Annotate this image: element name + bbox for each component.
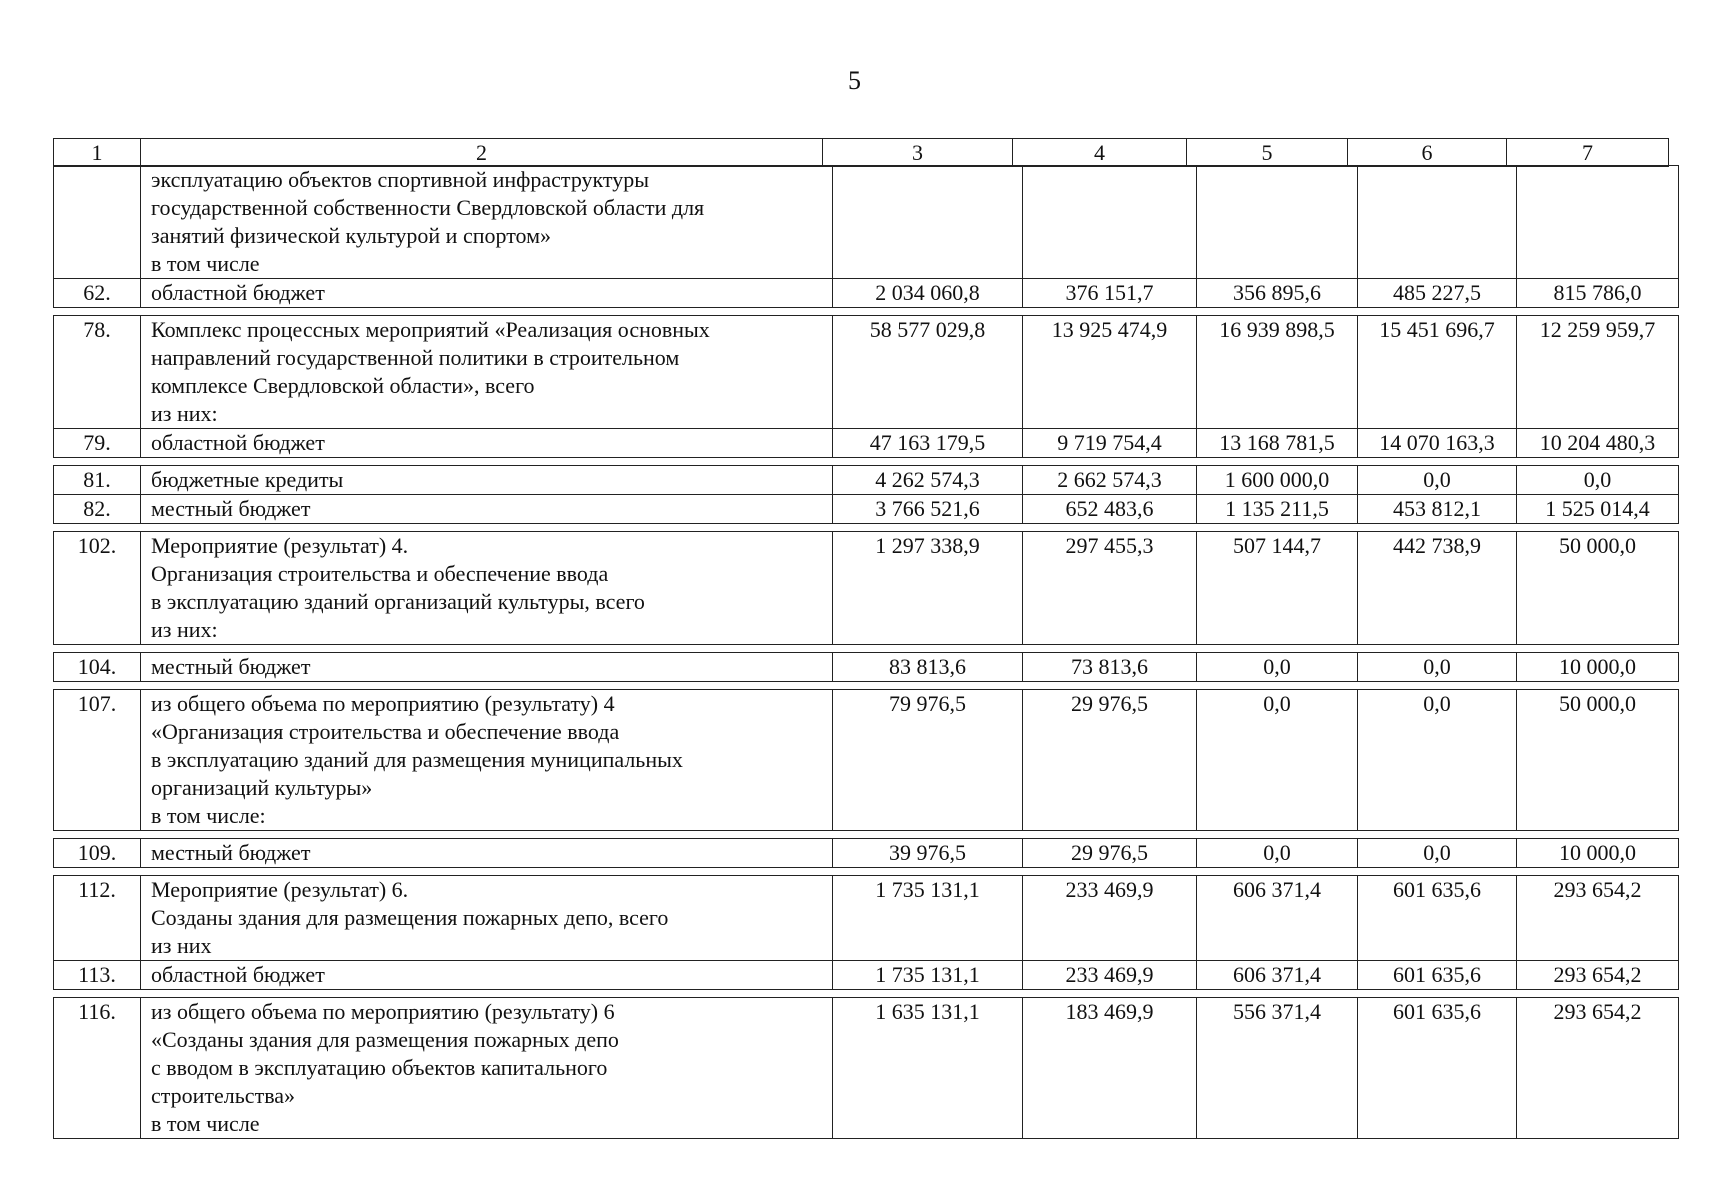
row-description <box>141 316 833 429</box>
value-column-7: 293 654,2 <box>1517 876 1679 961</box>
value-column-7: 0,0 <box>1517 466 1679 495</box>
row-number: 102. <box>54 532 141 645</box>
value-column-4: 233 469,9 <box>1023 961 1197 990</box>
description-line: в эксплуатацию зданий для размещения муниципальных <box>151 747 683 773</box>
row-number: 81. <box>54 466 141 495</box>
value-column-3: 4 262 574,3 <box>833 466 1023 495</box>
value-column-6: 0,0 <box>1358 690 1517 831</box>
description-line: организаций культуры» <box>151 775 373 801</box>
table-group <box>53 652 1679 682</box>
description-line: с вводом в эксплуатацию объектов капитального <box>151 1055 608 1081</box>
value-column-6: 15 451 696,7 <box>1358 316 1517 429</box>
row-description <box>141 429 833 458</box>
value-column-5: 0,0 <box>1197 690 1358 831</box>
value-column-7: 293 654,2 <box>1517 961 1679 990</box>
column-header-2: 2 <box>141 139 823 167</box>
description-line: Мероприятие (результат) 6. <box>151 877 409 903</box>
description-line: эксплуатацию объектов спортивной инфраструктуры <box>151 167 650 193</box>
value-column-3: 58 577 029,8 <box>833 316 1023 429</box>
value-column-7: 10 000,0 <box>1517 653 1679 682</box>
page-number: 5 <box>848 66 861 95</box>
value-column-5: 16 939 898,5 <box>1197 316 1358 429</box>
value-column-7 <box>1517 166 1679 279</box>
value-column-3: 83 813,6 <box>833 653 1023 682</box>
value-column-5: 556 371,4 <box>1197 998 1358 1139</box>
table-group <box>53 689 1679 831</box>
value-column-5: 1 135 211,5 <box>1197 495 1358 524</box>
table-row <box>54 876 1679 961</box>
table-row <box>54 166 1679 279</box>
row-description <box>141 495 833 524</box>
value-column-3: 47 163 179,5 <box>833 429 1023 458</box>
value-column-3 <box>833 166 1023 279</box>
row-number <box>54 166 141 279</box>
table-group <box>53 165 1679 308</box>
row-description <box>141 839 833 868</box>
value-column-3: 1 735 131,1 <box>833 876 1023 961</box>
column-header-6: 6 <box>1348 139 1507 167</box>
row-number: 78. <box>54 316 141 429</box>
description-line: направлений государственной политики в строительном <box>151 345 680 371</box>
value-column-3: 79 976,5 <box>833 690 1023 831</box>
table-group <box>53 315 1679 458</box>
row-number: 112. <box>54 876 141 961</box>
row-description <box>141 961 833 990</box>
value-column-7: 1 525 014,4 <box>1517 495 1679 524</box>
row-description <box>141 876 833 961</box>
column-header-7: 7 <box>1507 139 1669 167</box>
value-column-4: 13 925 474,9 <box>1023 316 1197 429</box>
table-row <box>54 998 1679 1139</box>
description-line: из общего объема по мероприятию (результату) 4 <box>151 691 615 717</box>
value-column-4: 29 976,5 <box>1023 839 1197 868</box>
description-line: местный бюджет <box>151 496 311 522</box>
value-column-5: 0,0 <box>1197 653 1358 682</box>
column-header-1: 1 <box>54 139 141 167</box>
description-line: Комплекс процессных мероприятий «Реализация основных <box>151 317 710 343</box>
value-column-5: 1 600 000,0 <box>1197 466 1358 495</box>
value-column-6 <box>1358 166 1517 279</box>
value-column-3: 1 735 131,1 <box>833 961 1023 990</box>
description-line: Созданы здания для размещения пожарных депо, всего <box>151 905 669 931</box>
table-row <box>54 839 1679 868</box>
row-number: 82. <box>54 495 141 524</box>
value-column-4: 9 719 754,4 <box>1023 429 1197 458</box>
value-column-3: 1 297 338,9 <box>833 532 1023 645</box>
description-line: из общего объема по мероприятию (результату) 6 <box>151 999 615 1025</box>
value-column-5: 606 371,4 <box>1197 961 1358 990</box>
column-header-5: 5 <box>1187 139 1348 167</box>
table-group <box>53 997 1679 1139</box>
description-line: Организация строительства и обеспечение ввода <box>151 561 609 587</box>
table-header <box>53 138 1669 167</box>
row-description <box>141 653 833 682</box>
value-column-3: 3 766 521,6 <box>833 495 1023 524</box>
table-row <box>54 532 1679 645</box>
value-column-4: 29 976,5 <box>1023 690 1197 831</box>
row-description <box>141 466 833 495</box>
row-number: 116. <box>54 998 141 1139</box>
table-group <box>53 838 1679 868</box>
row-description <box>141 532 833 645</box>
description-line: местный бюджет <box>151 654 311 680</box>
value-column-4: 297 455,3 <box>1023 532 1197 645</box>
row-description <box>141 166 833 279</box>
table-row <box>54 653 1679 682</box>
row-number: 62. <box>54 279 141 308</box>
value-column-6: 0,0 <box>1358 839 1517 868</box>
description-line: из них: <box>151 401 218 427</box>
row-description <box>141 998 833 1139</box>
value-column-4: 233 469,9 <box>1023 876 1197 961</box>
table-row <box>54 466 1679 495</box>
value-column-7: 50 000,0 <box>1517 690 1679 831</box>
value-column-3: 39 976,5 <box>833 839 1023 868</box>
budget-table <box>53 138 1661 1139</box>
row-number: 104. <box>54 653 141 682</box>
table-group <box>53 875 1679 990</box>
description-line: областной бюджет <box>151 430 325 456</box>
value-column-4: 376 151,7 <box>1023 279 1197 308</box>
value-column-7: 50 000,0 <box>1517 532 1679 645</box>
value-column-5: 507 144,7 <box>1197 532 1358 645</box>
value-column-4 <box>1023 166 1197 279</box>
table-group <box>53 531 1679 645</box>
value-column-6: 453 812,1 <box>1358 495 1517 524</box>
table-row <box>54 961 1679 990</box>
value-column-5: 0,0 <box>1197 839 1358 868</box>
value-column-7: 10 204 480,3 <box>1517 429 1679 458</box>
value-column-7: 10 000,0 <box>1517 839 1679 868</box>
value-column-3: 1 635 131,1 <box>833 998 1023 1139</box>
value-column-7: 815 786,0 <box>1517 279 1679 308</box>
column-header-4: 4 <box>1013 139 1187 167</box>
description-line: комплексе Свердловской области», всего <box>151 373 535 399</box>
value-column-5 <box>1197 166 1358 279</box>
value-column-6: 442 738,9 <box>1358 532 1517 645</box>
value-column-4: 2 662 574,3 <box>1023 466 1197 495</box>
description-line: бюджетные кредиты <box>151 467 344 493</box>
row-description <box>141 279 833 308</box>
value-column-5: 13 168 781,5 <box>1197 429 1358 458</box>
row-number: 109. <box>54 839 141 868</box>
value-column-6: 601 635,6 <box>1358 876 1517 961</box>
column-header-3: 3 <box>823 139 1013 167</box>
table-body <box>53 165 1661 1139</box>
description-line: государственной собственности Свердловской области для <box>151 195 705 221</box>
description-line: в том числе <box>151 251 260 277</box>
value-column-7: 12 259 959,7 <box>1517 316 1679 429</box>
description-line: областной бюджет <box>151 962 325 988</box>
value-column-7: 293 654,2 <box>1517 998 1679 1139</box>
description-line: в эксплуатацию зданий организаций культуры, всего <box>151 589 645 615</box>
description-line: из них: <box>151 617 218 643</box>
table-row <box>54 690 1679 831</box>
value-column-6: 601 635,6 <box>1358 961 1517 990</box>
value-column-6: 14 070 163,3 <box>1358 429 1517 458</box>
row-description <box>141 690 833 831</box>
table-row <box>54 316 1679 429</box>
header-row <box>54 139 1669 167</box>
value-column-5: 606 371,4 <box>1197 876 1358 961</box>
description-line: местный бюджет <box>151 840 311 866</box>
table-row <box>54 495 1679 524</box>
description-line: в том числе <box>151 1111 260 1137</box>
value-column-3: 2 034 060,8 <box>833 279 1023 308</box>
value-column-4: 73 813,6 <box>1023 653 1197 682</box>
description-line: строительства» <box>151 1083 296 1109</box>
value-column-6: 485 227,5 <box>1358 279 1517 308</box>
value-column-6: 601 635,6 <box>1358 998 1517 1139</box>
description-line: «Организация строительства и обеспечение ввода <box>151 719 620 745</box>
value-column-5: 356 895,6 <box>1197 279 1358 308</box>
description-line: в том числе: <box>151 803 266 829</box>
table-row <box>54 429 1679 458</box>
value-column-4: 652 483,6 <box>1023 495 1197 524</box>
description-line: «Созданы здания для размещения пожарных депо <box>151 1027 619 1053</box>
value-column-6: 0,0 <box>1358 466 1517 495</box>
row-number: 107. <box>54 690 141 831</box>
value-column-4: 183 469,9 <box>1023 998 1197 1139</box>
row-number: 113. <box>54 961 141 990</box>
value-column-6: 0,0 <box>1358 653 1517 682</box>
table-group <box>53 465 1679 524</box>
description-line: из них <box>151 933 212 959</box>
description-line: Мероприятие (результат) 4. <box>151 533 409 559</box>
description-line: областной бюджет <box>151 280 325 306</box>
description-line: занятий физической культурой и спортом» <box>151 223 552 249</box>
table-row <box>54 279 1679 308</box>
row-number: 79. <box>54 429 141 458</box>
